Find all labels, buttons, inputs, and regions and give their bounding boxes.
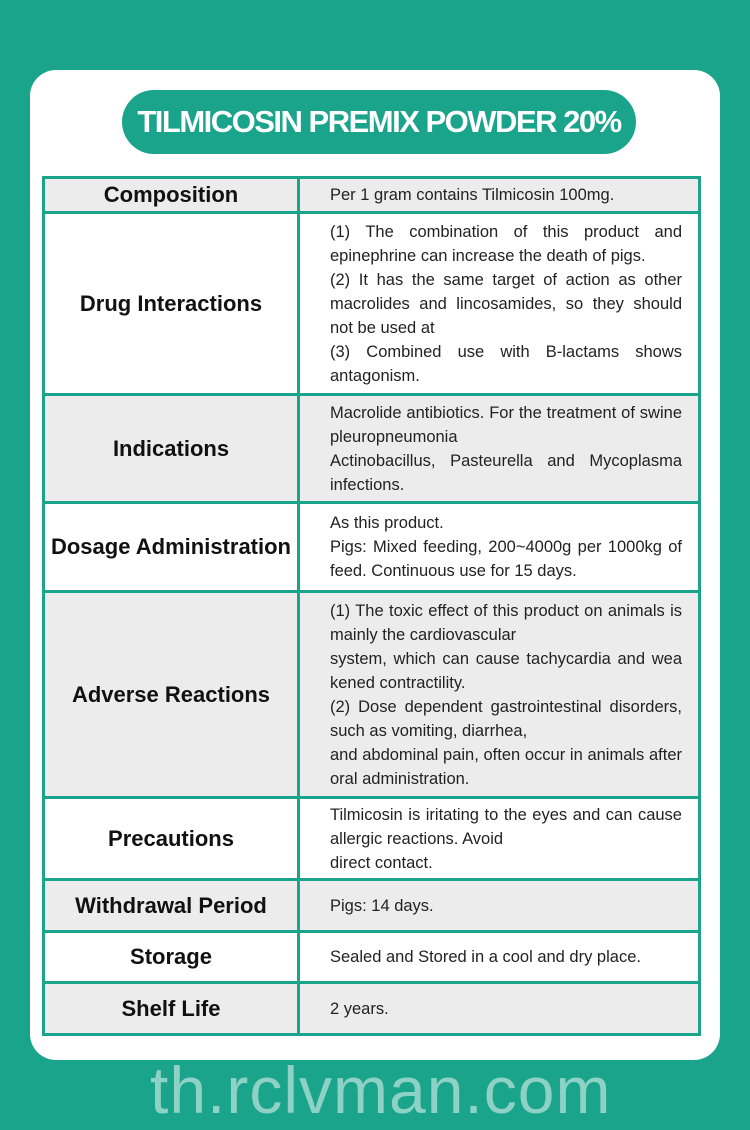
row-value [299,178,700,213]
row-value [299,503,700,592]
table-row-shelf-life [44,983,700,1035]
value-line: (2) Dose dependent gastrointestinal disorders, such as vomiting, diarrhea, [330,697,682,740]
watermark: th.rclvman.com [150,1053,612,1127]
value-line: Macrolide antibiotics. For the treatment of swine pleuropneumonia [330,403,682,446]
spec-table [42,176,701,1036]
table-row-withdrawal [44,880,700,932]
row-value [299,213,700,395]
value-line: 2 years. [330,999,389,1018]
value-line: (1) The combination of this product and epinephrine can increase the death of pigs. [330,222,682,265]
label-line: Dosage [50,534,131,559]
value-line: and abdominal pain, often occur in animals after oral administration. [330,745,682,788]
row-label: Storage [44,932,299,983]
row-label [44,503,299,592]
row-label: Adverse Reactions [44,592,299,798]
row-value [299,880,700,932]
row-label: Indications [44,395,299,503]
row-value [299,395,700,503]
table-row-adverse-reactions [44,592,700,798]
row-label: Shelf Life [44,983,299,1035]
value-line: Actinobacillus, Pasteurella and Mycoplasma infections. [330,451,682,494]
value-line: direct contact. [330,853,433,872]
row-label: Withdrawal Period [44,880,299,932]
product-title: TILMICOSIN PREMIX POWDER 20% [122,90,636,154]
value-line: As this product. [330,514,444,532]
table-row-composition [44,178,700,213]
table-row-drug-interactions [44,213,700,395]
value-line: Sealed and Stored in a cool and dry place. [330,948,641,966]
value-line: (2) It has the same target of action as other macrolides and lincosamides, so they should not be used at [330,270,682,337]
table-row-indications [44,395,700,503]
label-line: Administration [135,534,291,559]
table-row-storage [44,932,700,983]
value-line: Pigs: Mixed feeding, 200~4000g per 1000kg of feed. Continuous use for 15 days. [330,538,682,580]
row-label: Precautions [44,798,299,880]
row-value [299,592,700,798]
row-value [299,798,700,880]
row-value [299,932,700,983]
table-row-dosage [44,503,700,592]
value-line: (1) The toxic effect of this product on animals is mainly the cardiovascular [330,601,682,644]
row-label: Composition [44,178,299,213]
value-line: system, which can cause tachycardia and wea kened contractility. [330,649,682,692]
value-line: Tilmicosin is iritating to the eyes and can cause allergic reactions. Avoid [330,805,682,848]
value-line: Pigs: 14 days. [330,896,434,915]
row-value [299,983,700,1035]
value-line: Per 1 gram contains Tilmicosin 100mg. [330,186,615,204]
table-row-precautions [44,798,700,880]
row-label: Drug Interactions [44,213,299,395]
value-line: (3) Combined use with B-lactams shows antagonism. [330,342,682,385]
